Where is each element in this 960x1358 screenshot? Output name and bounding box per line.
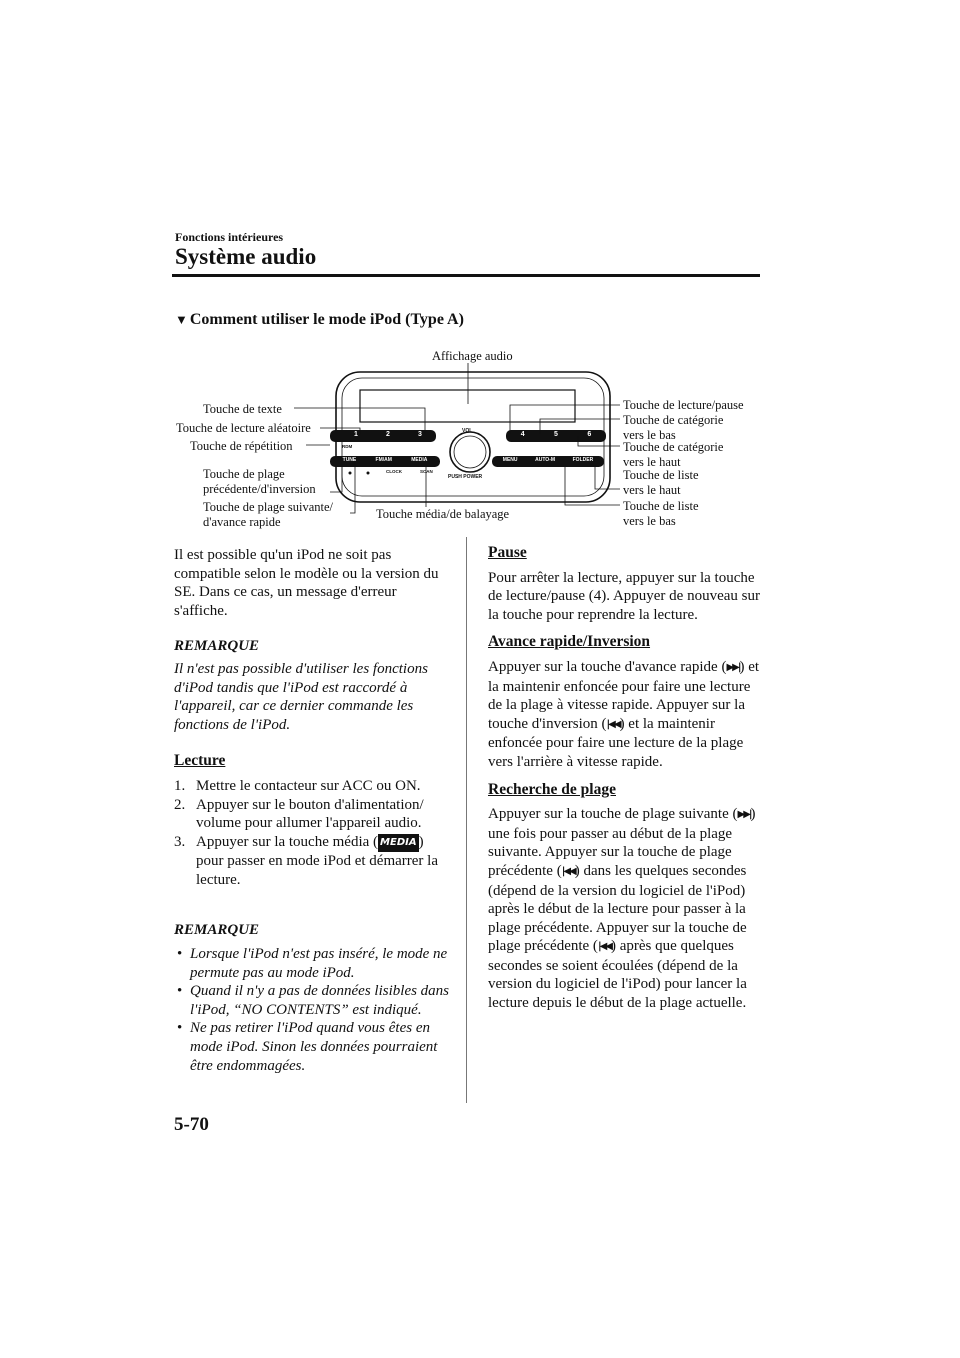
rdm-label: RDM [342, 444, 353, 449]
push-power-label: PUSH POWER [448, 474, 483, 480]
note-item-text: Ne pas retirer l'iPod quand vous êtes en mode iPod. Sinon les données pourraient être endommagées. [190, 1020, 438, 1074]
search-text-a: Appuyer sur la touche de plage suivante ( [488, 806, 738, 823]
note-item-text: Quand il n'y a pas de données lisibles dans l'iPod, “NO CONTENTS” est indiqué. [190, 983, 450, 1018]
left-column [174, 546, 452, 1075]
clock-label: CLOCK [386, 469, 402, 474]
auto-m-button[interactable]: AUTO-M [535, 457, 556, 463]
note-item-text: Lorsque l'iPod n'est pas inséré, le mode ne permute pas au mode iPod. [190, 946, 448, 981]
note-heading: REMARQUE [174, 638, 260, 655]
label-list-up-line2: vers le haut [623, 483, 681, 497]
preset-4-button[interactable]: 4 [520, 431, 525, 438]
search-text-b: ) une fois pour passer au début de la plage suivante. Appuyer sur la touche de plage précédente ( [488, 806, 756, 879]
label-cat-up-line1: Touche de catégorie [623, 440, 724, 454]
header-rule [172, 274, 760, 277]
section-label: Fonctions intérieures [175, 230, 284, 244]
bullet-icon: • [177, 1020, 183, 1037]
preset-6-button[interactable]: 6 [587, 431, 592, 438]
section-heading [175, 311, 464, 329]
scan-label: SCAN [420, 469, 433, 474]
ff-text-c: ) et la maintenir enfoncée pour faire une lecture de la plage vers l'arrière à vitesse rapide. [488, 715, 744, 770]
preset-labels-left [340, 431, 436, 438]
intro-paragraph: Il est possible qu'un iPod ne soit pas compatible selon le modèle ou la version du SE. Dans ce cas, un message d'erreur s'affiche. [174, 547, 439, 619]
section-heading-text: Comment utiliser le mode iPod (Type A) [189, 311, 464, 328]
lecture-heading: Lecture [174, 752, 226, 770]
step-number: 3. [174, 833, 186, 850]
search-heading: Recherche de plage [488, 780, 616, 798]
label-cat-down-line1: Touche de catégorie [623, 413, 724, 427]
label-cat-down [623, 413, 723, 443]
column-divider [466, 537, 467, 1103]
ff-text-b: ) et la maintenir enfoncée pour faire une lecture de la plage à vitesse rapide. Appuyer sur la touche d'inversion ( [488, 658, 760, 732]
preset-5-button[interactable]: 5 [554, 431, 558, 438]
ff-heading: Avance rapide/Inversion [488, 633, 651, 651]
folder-button[interactable]: FOLDER [572, 457, 594, 463]
tune-button[interactable]: TUNE [342, 457, 357, 463]
step-text-a: Appuyer sur la touche média ( [196, 833, 379, 850]
step-number: 2. [174, 796, 186, 813]
ff-text-a: Appuyer sur la touche d'avance rapide ( [488, 658, 727, 675]
step-text: Appuyer sur le bouton d'alimentation/ volume pour allumer l'appareil audio. [196, 796, 424, 832]
label-display: Affichage audio [432, 349, 513, 363]
label-next [203, 500, 333, 530]
note-heading: REMARQUE [174, 921, 260, 938]
label-play-pause: Touche de lecture/pause [623, 398, 744, 412]
bullet-icon: • [177, 983, 183, 1000]
label-list-up [623, 468, 699, 498]
preset-1-button[interactable]: 1 [354, 431, 358, 438]
label-prev-line1: Touche de plage [203, 467, 285, 481]
page-title: Système audio [175, 244, 317, 269]
label-list-up-line1: Touche de liste [623, 468, 699, 482]
previous-track-icon: |◀◀ [597, 941, 611, 953]
page-number: 5-70 [174, 1114, 209, 1135]
label-list-down-line2: vers le bas [623, 514, 676, 528]
lower-left-labels [333, 457, 437, 463]
step-number: 1. [174, 777, 186, 794]
preset-3-button[interactable]: 3 [418, 431, 422, 438]
menu-button[interactable]: MENU [502, 457, 518, 463]
ff-text [488, 658, 768, 772]
label-next-line2: d'avance rapide [203, 515, 281, 529]
bullet-icon: • [177, 946, 183, 963]
note-list [174, 945, 452, 1075]
label-text-key: Touche de texte [203, 402, 282, 416]
list-item [174, 945, 452, 982]
next-track-icon: ▶▶| [737, 809, 751, 821]
note-text: Il n'est pas possible d'utiliser les fonctions d'iPod tandis que l'iPod est raccordé à l'appareil, car ce dernier commande les fonctions de l'iPod. [174, 660, 428, 733]
steps-list [174, 777, 452, 890]
fm-am-button[interactable]: FM/AM [375, 457, 392, 463]
media-icon: MEDIA [378, 834, 419, 853]
vol-label: VOL [462, 428, 473, 434]
pause-text: Pour arrêter la lecture, appuyer sur la touche de lecture/pause (4). Appuyer de nouveau sur la touche pour reprendre la lecture. [488, 569, 760, 623]
step-text: Mettre le contacteur sur ACC ou ON. [196, 777, 421, 794]
lower-right-labels [494, 457, 602, 463]
list-item [174, 777, 452, 796]
label-list-down [623, 499, 699, 529]
triangle-down-icon: ▼ [175, 312, 188, 327]
media-button[interactable]: MEDIA [411, 457, 428, 463]
fast-forward-icon: ▶▶| [726, 661, 740, 673]
label-list-down-line1: Touche de liste [623, 499, 699, 513]
preset-2-button[interactable]: 2 [386, 431, 390, 438]
list-item [174, 833, 452, 890]
search-text-d: ) après que quelques secondes se soient écoulées (dépend de la version du logiciel de l'iPod) pour lancer la lecture depuis le début de la plage actuelle. [488, 938, 747, 1012]
right-column [488, 544, 768, 1013]
list-item [174, 1019, 452, 1075]
pause-heading: Pause [488, 544, 527, 561]
previous-track-icon: |◀◀ [561, 865, 575, 877]
label-cat-up-line2: vers le haut [623, 455, 681, 469]
label-cat-down-line2: vers le bas [623, 428, 676, 442]
preset-labels-right [506, 431, 606, 438]
label-cat-up [623, 440, 723, 470]
search-text [488, 805, 768, 1013]
list-item [174, 982, 452, 1019]
label-next-line1: Touche de plage suivante/ [203, 500, 333, 514]
label-prev-line2: précédente/d'inversion [203, 482, 316, 496]
step-text-b: ) pour passer en mode iPod et démarrer la lecture. [196, 833, 438, 888]
rewind-icon: |◀◀ [606, 718, 620, 730]
label-media-scan: Touche média/de balayage [376, 507, 510, 521]
audio-unit-diagram [170, 340, 790, 540]
label-random: Touche de lecture aléatoire [176, 421, 311, 435]
label-prev [203, 467, 316, 497]
list-item [174, 796, 452, 833]
label-repeat: Touche de répétition [190, 439, 293, 453]
search-text-c: ) dans les quelques secondes (dépend de la version du logiciel de l'iPod) après le début de la lecture pour passer à la plage précédente. Appuyer sur la touche de plage précédente ( [488, 862, 747, 955]
